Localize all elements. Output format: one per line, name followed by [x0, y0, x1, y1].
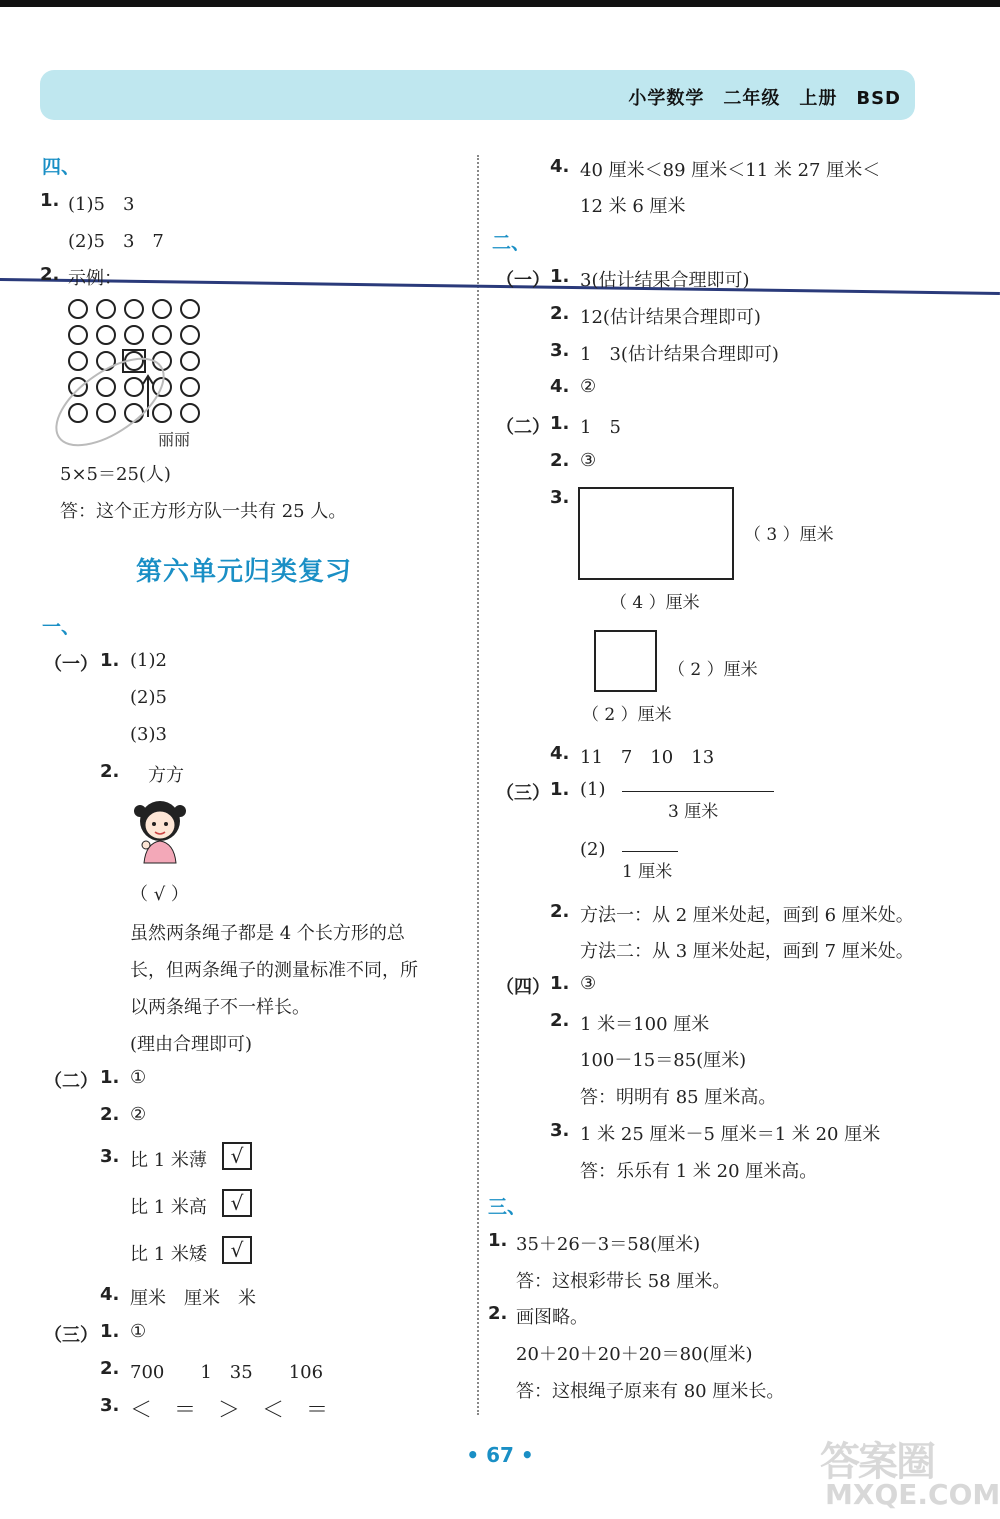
answer-text: 方法二：从 3 厘米处起，画到 7 厘米处。 — [580, 941, 914, 962]
answer-text: 比 1 米矮 — [130, 1244, 207, 1265]
column-divider — [477, 155, 479, 1415]
q-number: 1. — [550, 973, 570, 994]
q-number: 1. — [100, 650, 120, 671]
part-label: （二） — [44, 1071, 98, 1092]
answer-text: 厘米 厘米 米 — [130, 1288, 256, 1309]
q-number: 4. — [550, 743, 570, 764]
answer-text: (1)5 3 — [68, 194, 135, 215]
rect-height-label: （ 3 ）厘米 — [744, 525, 834, 545]
segment-length-label: 3 厘米 — [668, 802, 719, 822]
answer-text: ③ — [580, 450, 597, 471]
square-figure — [594, 630, 657, 692]
watermark-logo: 答案圈 — [820, 1439, 934, 1485]
answer-text: (1)2 — [130, 650, 167, 671]
check-mark-answer: （ √ ） — [130, 884, 189, 905]
q-number: 2. — [550, 303, 570, 324]
line-segment-1cm — [622, 851, 678, 852]
answer-text: 11 7 10 13 — [580, 747, 715, 768]
header-title: 小学数学 二年级 上册 BSD — [628, 88, 901, 109]
answer-text: ② — [130, 1104, 147, 1125]
part-label: （二） — [496, 417, 550, 438]
answer-text: 12(估计结果合理即可) — [580, 307, 761, 328]
answer-text: 35＋26－3＝58(厘米) — [516, 1234, 701, 1255]
answer-text: (2) — [580, 839, 606, 860]
q-number: 3. — [550, 487, 570, 508]
reason-note: (理由合理即可) — [130, 1034, 253, 1055]
girl-illustration — [132, 793, 188, 865]
q-number: 1. — [100, 1067, 120, 1088]
part-label: （一） — [496, 270, 550, 291]
circle-grid-figure — [40, 292, 240, 452]
answer-text: (2)5 — [130, 687, 167, 708]
answer-text: 比 1 米高 — [130, 1197, 207, 1218]
answer-text: (1) — [580, 779, 606, 800]
answer-text: 方方 — [148, 765, 184, 786]
answer-sentence: 答：这个正方形方队一共有 25 人。 — [60, 501, 347, 522]
unit-title: 第六单元归类复习 — [136, 557, 353, 587]
answer-text: ＜ ＝ ＞ ＜ ＝ — [130, 1398, 329, 1423]
answer-text: 比 1 米薄 — [130, 1150, 207, 1171]
answer-text: 画图略。 — [516, 1307, 588, 1328]
q-number: 1. — [100, 1321, 120, 1342]
answer-text: 700 1 35 106 — [130, 1362, 324, 1383]
page-number: • 67 • — [466, 1443, 534, 1467]
answer-text: 答：这根绳子原来有 80 厘米长。 — [516, 1381, 785, 1402]
answer-text: ① — [130, 1321, 147, 1342]
answer-text: 答：这根彩带长 58 厘米。 — [516, 1271, 731, 1292]
checkbox-checked: √ — [222, 1236, 252, 1264]
answer-text: ② — [580, 376, 597, 397]
q-number: 2. — [550, 450, 570, 471]
segment-length-label: 1 厘米 — [622, 862, 673, 882]
answer-text: 40 厘米＜89 厘米＜11 米 27 厘米＜ — [580, 160, 881, 181]
checkbox-checked: √ — [222, 1189, 252, 1217]
rect-width-label: （ 4 ）厘米 — [610, 593, 700, 613]
reason-line: 长，但两条绳子的测量标准不同，所 — [130, 960, 418, 981]
q-number: 2. — [100, 1358, 120, 1379]
line-segment-3cm — [622, 791, 774, 792]
reason-line: 虽然两条绳子都是 4 个长方形的总 — [130, 923, 405, 944]
rectangle-figure — [578, 487, 734, 580]
section-two-label: 二、 — [492, 232, 531, 254]
q-number: 2. — [550, 1010, 570, 1031]
square-height-label: （ 2 ）厘米 — [668, 660, 758, 680]
part-label: （三） — [496, 783, 550, 804]
part-label: （一） — [44, 654, 98, 675]
top-border — [0, 0, 1000, 7]
q-number: 2. — [550, 901, 570, 922]
q-number: 3. — [100, 1395, 120, 1416]
answer-text: ③ — [580, 973, 597, 994]
section-three-label: 三、 — [488, 1196, 527, 1218]
q-number: 1. — [40, 190, 60, 211]
answer-text: 答：乐乐有 1 米 20 厘米高。 — [580, 1161, 818, 1182]
q-number: 4. — [550, 376, 570, 397]
q-number: 2. — [488, 1303, 508, 1324]
equation: 5×5＝25(人) — [60, 464, 171, 485]
q-number: 3. — [550, 1120, 570, 1141]
part-label: （三） — [44, 1325, 98, 1346]
answer-text: (3)3 — [130, 724, 167, 745]
answer-text: 1 米 25 厘米－5 厘米＝1 米 20 厘米 — [580, 1124, 881, 1145]
watermark-url: MXQE.COM — [825, 1478, 1000, 1511]
section-four-label: 四、 — [42, 156, 81, 178]
answer-text: (2)5 3 7 — [68, 231, 164, 252]
page-header — [40, 70, 915, 120]
answer-text: 方法一：从 2 厘米处起，画到 6 厘米处。 — [580, 905, 914, 926]
q-number: 1. — [550, 413, 570, 434]
answer-text: 20＋20＋20＋20＝80(厘米) — [516, 1344, 753, 1365]
answer-text: 3(估计结果合理即可) — [580, 270, 750, 291]
answer-text: 100－15＝85(厘米) — [580, 1050, 747, 1071]
q-number: 1. — [550, 779, 570, 800]
answer-text: ① — [130, 1067, 147, 1088]
answer-text: 1 3(估计结果合理即可) — [580, 344, 779, 365]
answer-text: 答：明明有 85 厘米高。 — [580, 1087, 777, 1108]
q-number: 3. — [550, 340, 570, 361]
q-number: 1. — [550, 266, 570, 287]
checkbox-checked: √ — [222, 1142, 252, 1170]
figure-label: 丽丽 — [158, 430, 191, 449]
answer-text: 12 米 6 厘米 — [580, 196, 686, 217]
part-label: （四） — [496, 977, 550, 998]
answer-text: 示例： — [68, 268, 122, 289]
q-number: 2. — [40, 264, 60, 285]
reason-line: 以两条绳子不一样长。 — [130, 997, 310, 1018]
q-number: 3. — [100, 1146, 120, 1167]
section-one-label: 一、 — [42, 616, 81, 638]
answer-text: 1 米＝100 厘米 — [580, 1014, 710, 1035]
square-width-label: （ 2 ）厘米 — [582, 705, 672, 725]
answer-text: 1 5 — [580, 417, 621, 438]
q-number: 4. — [100, 1284, 120, 1305]
q-number: 1. — [488, 1230, 508, 1251]
q-number: 2. — [100, 1104, 120, 1125]
q-number: 4. — [550, 156, 570, 177]
q-number: 2. — [100, 761, 120, 782]
